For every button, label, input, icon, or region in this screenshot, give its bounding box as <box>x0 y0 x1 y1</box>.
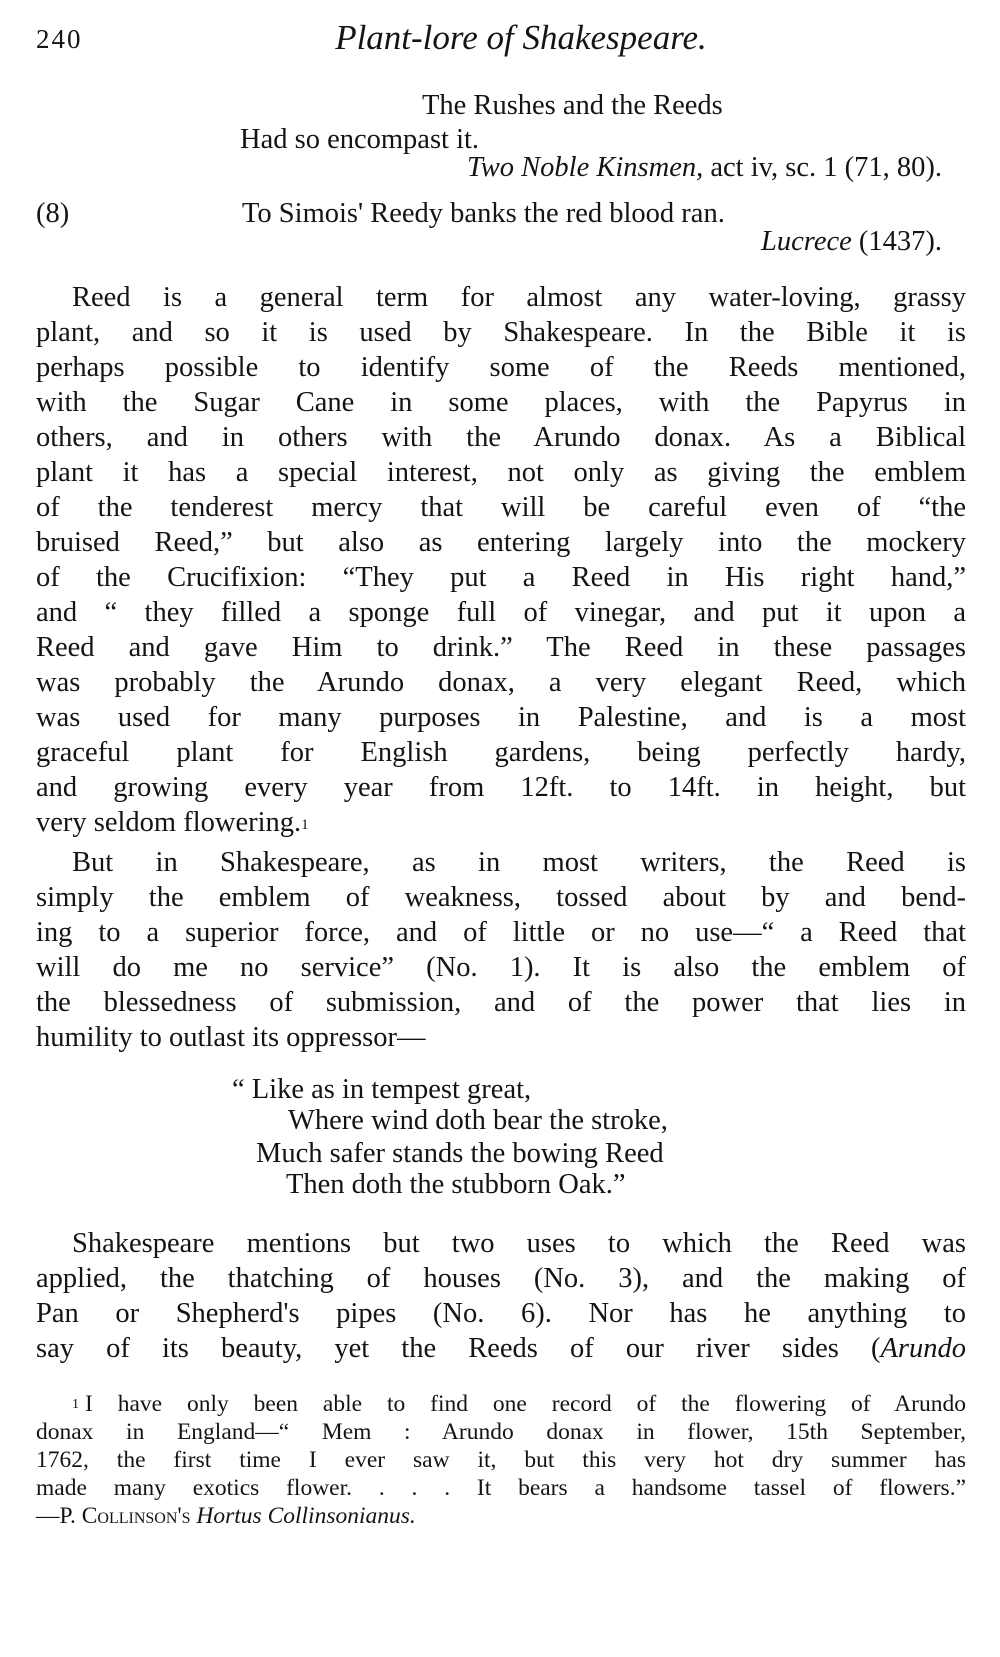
footnote-line: made many exotics flower. . . . It bears a handsome tassel of flowers.” <box>36 1475 966 1501</box>
para1-line: was used for many purposes in Palestine, and is a most <box>36 702 966 733</box>
quote8-citation <box>761 224 942 260</box>
para3-last-line <box>36 1331 966 1367</box>
para2-line: But in Shakespeare, as in most writers, the Reed is <box>72 847 966 878</box>
verse-line: Much safer stands the bowing Reed <box>256 1138 664 1169</box>
page-number: 240 <box>36 24 83 54</box>
para1-line: and “ they filled a sponge full of vinegar, and put it upon a <box>36 597 966 628</box>
verse-line: Then doth the stubborn Oak.” <box>286 1169 626 1200</box>
para1-line: perhaps possible to identify some of the Reeds mentioned, <box>36 352 966 383</box>
para1-line: of the Crucifixion: “They put a Reed in His right hand,” <box>36 562 966 593</box>
para1-last-line <box>36 805 966 841</box>
quote7-line2: Had so encompast it. <box>240 124 480 155</box>
para3-line: Shakespeare mentions but two uses to which the Reed was <box>72 1228 966 1259</box>
para1-line: plant, and so it is used by Shakespeare. In the Bible it is <box>36 317 966 348</box>
verse-line: “ Like as in tempest great, <box>232 1074 532 1105</box>
quote8-citation-ref: (1437). <box>851 226 942 257</box>
footnote-text: I have only been able to find one record of the flowering of Arundo <box>85 1391 966 1417</box>
para3-line: say of its beauty, yet the Reeds of our river sides ( <box>36 1333 881 1364</box>
footnote-mark: 1 <box>72 1397 79 1412</box>
para2-line: ing to a superior force, and of little or no use—“ a Reed that <box>36 917 966 948</box>
quote8-number: (8) <box>36 198 70 229</box>
para2-line: the blessedness of submission, and of the power that lies in <box>36 987 966 1018</box>
quote8-line: To Simois' Reedy banks the red blood ran. <box>242 198 725 229</box>
footnote-source <box>36 1502 966 1530</box>
running-head <box>36 18 966 62</box>
quote7-citation-title: Two Noble Kinsmen, <box>467 152 704 183</box>
para1-line: of the tenderest mercy that will be careful even of “the <box>36 492 966 523</box>
quote7-citation <box>467 150 942 186</box>
running-title: Plant-lore of Shakespeare. <box>335 18 707 57</box>
footnote-line: 1762, the first time I ever saw it, but this very hot dry summer has <box>36 1447 966 1473</box>
para2-line: simply the emblem of weakness, tossed about by and bend- <box>36 882 966 913</box>
para1-line: Reed and gave Him to drink.” The Reed in these passages <box>36 632 966 663</box>
para3-line: Pan or Shepherd's pipes (No. 6). Nor has he anything to <box>36 1298 966 1329</box>
para1-line: plant it has a special interest, not only as giving the emblem <box>36 457 966 488</box>
footnote-reference: 1 <box>301 817 309 833</box>
footnote-source-title: Hortus Collinsonianus. <box>196 1503 416 1529</box>
quote8-citation-title: Lucrece <box>761 226 852 257</box>
para1-line: Reed is a general term for almost any water-loving, grassy <box>72 282 966 313</box>
para1-line: was probably the Arundo donax, a very elegant Reed, which <box>36 667 966 698</box>
para2-line: will do me no service” (No. 1). It is also the emblem of <box>36 952 966 983</box>
para1-line: others, and in others with the Arundo donax. As a Biblical <box>36 422 966 453</box>
para1-line: and growing every year from 12ft. to 14ft. in height, but <box>36 772 966 803</box>
quote7-citation-ref: act iv, sc. 1 (71, 80). <box>703 152 942 183</box>
footnote-line <box>36 1390 966 1418</box>
para1-line: very seldom flowering. <box>36 807 302 838</box>
footnote-source-prefix: —P. <box>36 1503 82 1529</box>
para3-italic-word: Arundo <box>880 1333 966 1364</box>
verse-line: Where wind doth bear the stroke, <box>288 1105 668 1136</box>
para3-line: applied, the thatching of houses (No. 3), and the making of <box>36 1263 966 1294</box>
para2-line: humility to outlast its oppressor— <box>36 1022 426 1053</box>
para1-line: graceful plant for English gardens, being perfectly hardy, <box>36 737 966 768</box>
footnote-source-author: Collinson's <box>81 1503 191 1529</box>
footnote-line: donax in England—“ Mem : Arundo donax in flower, 15th September, <box>36 1419 966 1445</box>
para1-line: bruised Reed,” but also as entering largely into the mockery <box>36 527 966 558</box>
quote7-line1: The Rushes and the Reeds <box>422 90 723 121</box>
para1-line: with the Sugar Cane in some places, with the Papyrus in <box>36 387 966 418</box>
